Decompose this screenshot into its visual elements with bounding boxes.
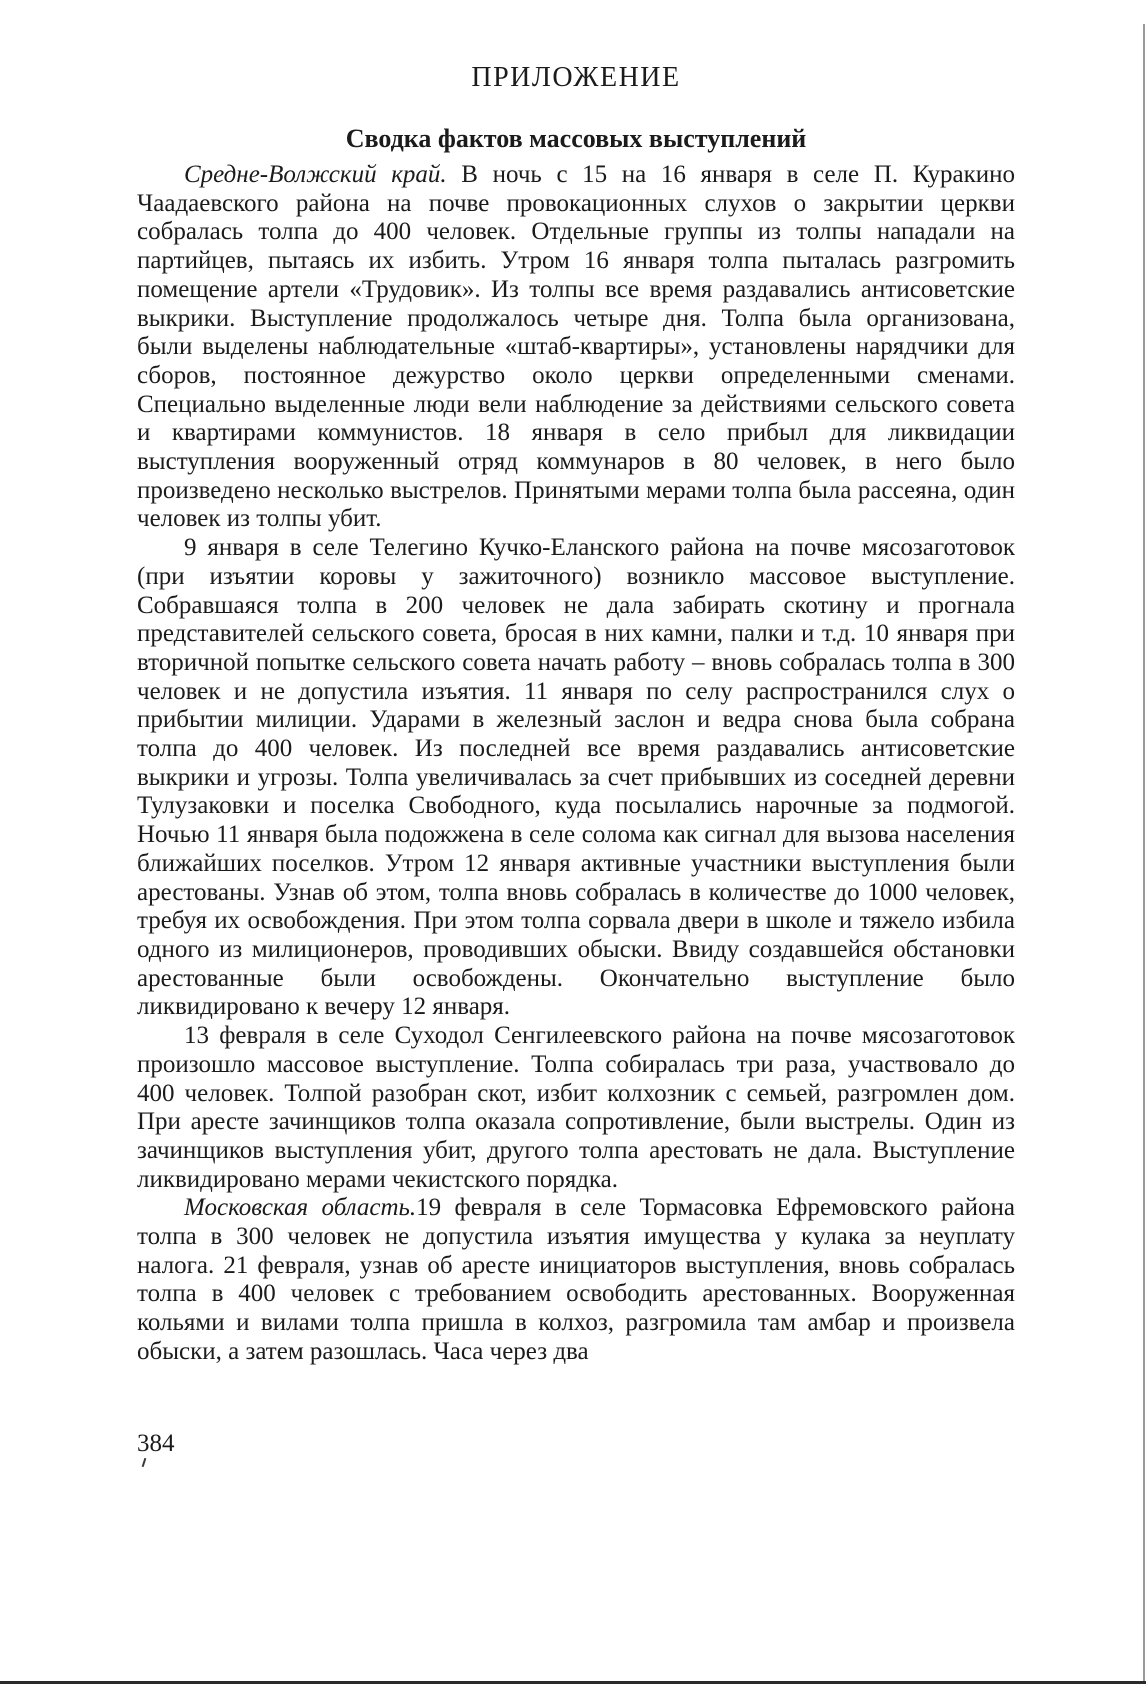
- paragraph-text: В ночь с 15 на 16 января в селе П. Куракино Чаадаевского района на почве провокационных слухов о закрытии церкви собралась толпа до 400 человек. Отдельные группы из толпы нападали на партийцев, пытаясь их избить. Утром 16 января толпа пыталась разгромить помещение артели «Трудовик». Из толпы все время раздавались антисоветские выкрики. Выступление продолжалось четыре дня. Толпа была организована, были выделены наблюдательные «штаб-квартиры», установлены нарядчики для сборов, постоянное дежурство около церкви определенными сменами. Специально выделенные люди вели наблюдение за действиями сельского совета и квартирами коммунистов. 18 января в село прибыл для ликвидации выступления вооруженный отряд коммунаров в 80 человек, в него было произведено несколько выстрелов. Принятыми мерами толпа была рассеяна, один человек из толпы убит.: [137, 161, 1015, 533]
- paragraph-text: 9 января в селе Телегино Кучко-Еланского района на почве мясозаготовок (при изъятии коровы у зажиточного) возникло массовое выступление. Собравшаяся толпа в 200 человек не дала забирать скотину и прогнала представителей сельского совета, бросая в них камни, палки и т.д. 10 января при вторичной попытке сельского совета начать работу – вновь собралась толпа в 300 человек и не допустила изъятия. 11 января по селу распространился слух о прибытии милиции. Ударами в железный заслон и ведра снова была собрана толпа до 400 человек. Из последней все время раздавались антисоветские выкрики и угрозы. Толпа увеличивалась за счет прибывших из соседней деревни Тулузаковки и поселка Свободного, куда посылались нарочные за подмогой. Ночью 11 января была подожжена в селе солома как сигнал для вызова населения ближайших поселков. Утром 12 января активные участники выступления были арестованы. Узнав об этом, толпа вновь собралась в количестве до 1000 человек, требуя их освобождения. При этом толпа сорвала двери в школе и тяжело избила одного из милиционеров, проводивших обыски. Ввиду создавшейся обстановки арестованные были освобождены. Окончательно выступление было ликвидировано к вечеру 12 января.: [137, 534, 1015, 1021]
- paragraph: [137, 1194, 1015, 1366]
- paragraph: [137, 534, 1015, 1022]
- document-title: Сводка фактов массовых выступлений: [345, 124, 807, 153]
- paragraph-text: 19 февраля в селе Тормасовка Ефремовского района толпа в 300 человек не допустила изъятия имущества у кулака за неуплату налога. 21 февраля, узнав об аресте инициаторов выступления, вновь собралась толпа в 400 человек с требованием освободить арестованных. Вооруженная кольями и вилами толпа пришла в колхоз, разгромила там амбар и произвела обыски, а затем разошлась. Часа через два: [137, 1194, 1015, 1365]
- scan-edge-right-artifact: [1143, 24, 1145, 1684]
- paragraph: [137, 1022, 1015, 1194]
- paragraph-text: 13 февраля в селе Суходол Сенгилеевского района на почве мясозаготовок произошло массовое выступление. Толпа собиралась три раза, участвовало до 400 человек. Толпой разобран скот, избит колхозник с семьей, разгромлен дом. При аресте зачинщиков толпа оказала сопротивление, были выстрелы. Один из зачинщиков выступления убит, другого толпа арестовать не дала. Выступление ликвидировано мерами чекистского порядка.: [137, 1022, 1015, 1193]
- paragraph-lead: Средне-Волжский край.: [184, 161, 447, 188]
- paragraph-lead: Московская область.: [184, 1194, 417, 1222]
- page-content: [137, 62, 1015, 1367]
- scan-speck-artifact: [142, 1458, 147, 1467]
- document-body: [137, 161, 1015, 1367]
- appendix-heading: ПРИЛОЖЕНИЕ: [471, 62, 681, 93]
- paragraph: [137, 161, 1015, 534]
- page-number: 384: [137, 1430, 175, 1457]
